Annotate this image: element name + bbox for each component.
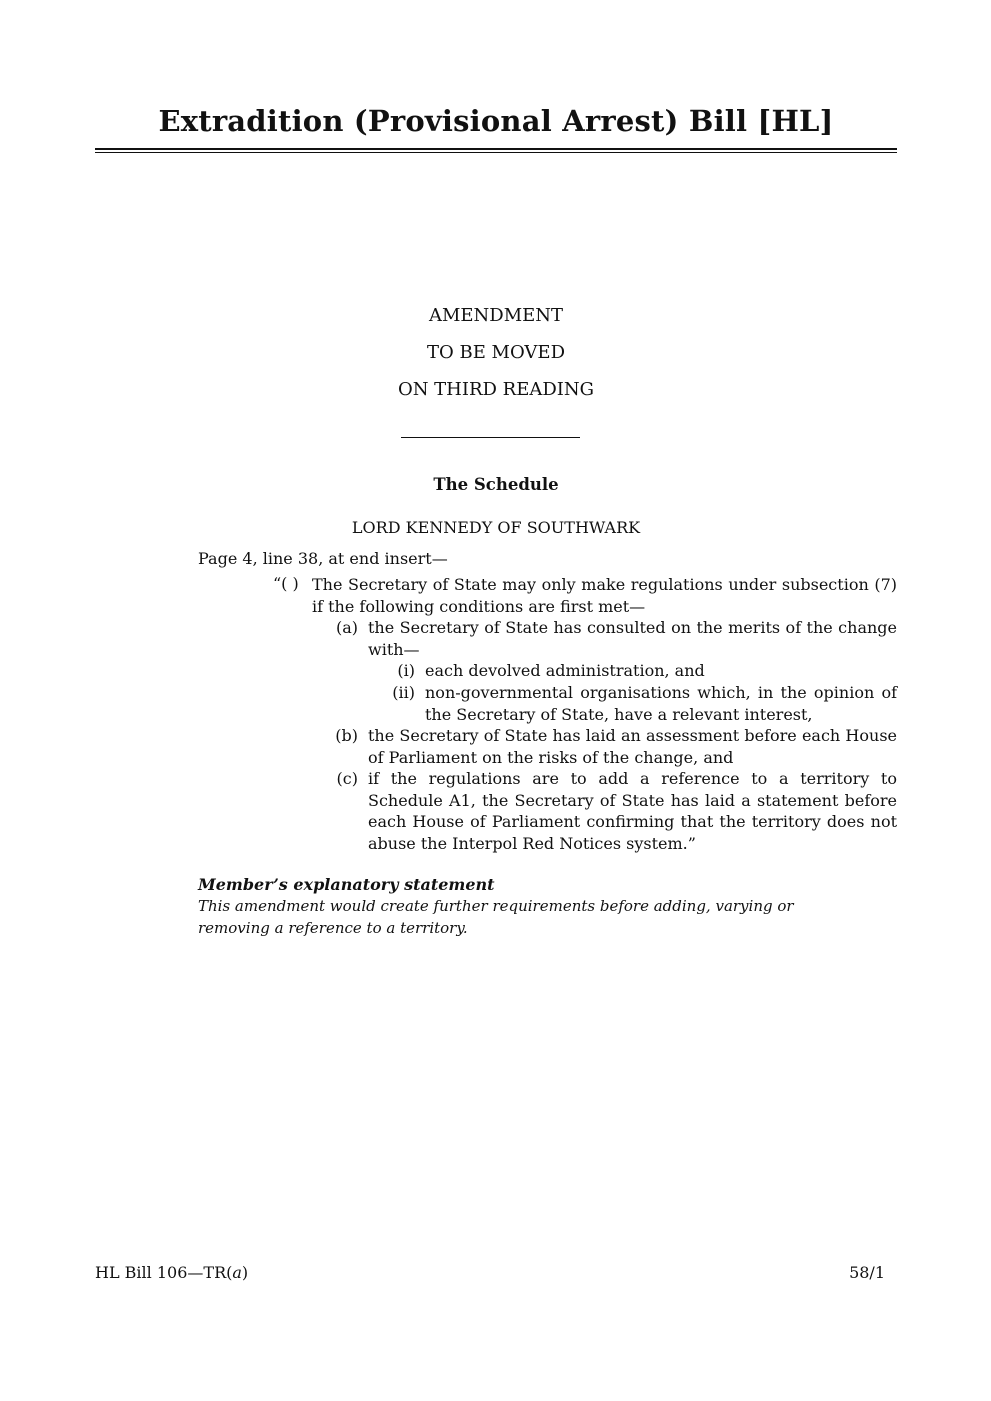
bill-reference-suffix: )	[241, 1263, 249, 1282]
heading-amendment: AMENDMENT	[428, 305, 564, 326]
explanatory-statement-heading: Member’s explanatory statement	[198, 875, 495, 894]
sub-condition-text: non-governmental organisations which, in the opinion of the Secretary of State, have a relevant interest,	[425, 683, 897, 724]
bill-reference	[95, 1263, 248, 1282]
explanatory-statement-text: This amendment would create further requirements before adding, varying or removing a reference to a territory.	[198, 897, 794, 937]
title-rule-thin	[95, 152, 897, 153]
condition-label: (c)	[336, 769, 358, 788]
condition-text: if the regulations are to add a reference to a territory to Schedule A1, the Secretary of State has laid a statement before each House of Parliament confirming that the territory does not abuse the Interpol Red Notices system.”	[368, 769, 897, 853]
title-rule-thick	[95, 148, 897, 150]
condition-label: (a)	[335, 618, 358, 637]
sub-condition-text: each devolved administration, and	[425, 661, 705, 680]
section-title: The Schedule	[433, 475, 559, 494]
condition-label: (b)	[335, 726, 358, 745]
inserted-subsection-intro: The Secretary of State may only make regulations under subsection (7) if the following conditions are first met—	[312, 575, 897, 616]
sub-condition-label: (ii)	[392, 683, 415, 702]
amendment-location: Page 4, line 38, at end insert—	[198, 549, 448, 568]
heading-to-be-moved: TO BE MOVED	[426, 342, 565, 363]
bill-title: Extradition (Provisional Arrest) Bill [HL]	[158, 104, 834, 138]
bill-reference-italic: a	[232, 1263, 242, 1282]
member-name: LORD KENNEDY OF SOUTHWARK	[351, 518, 641, 537]
sub-condition-label: (i)	[397, 661, 415, 680]
section-divider	[401, 437, 580, 438]
heading-reading-stage: ON THIRD READING	[397, 379, 595, 400]
condition-text: the Secretary of State has laid an assessment before each House of Parliament on the risks of the change, and	[368, 726, 897, 767]
condition-text: the Secretary of State has consulted on the merits of the change with—	[368, 618, 897, 659]
page-reference: 58/1	[849, 1263, 885, 1282]
bill-reference-prefix: HL Bill 106—TR(	[95, 1263, 233, 1282]
inserted-subsection-marker: “( )	[273, 574, 299, 593]
